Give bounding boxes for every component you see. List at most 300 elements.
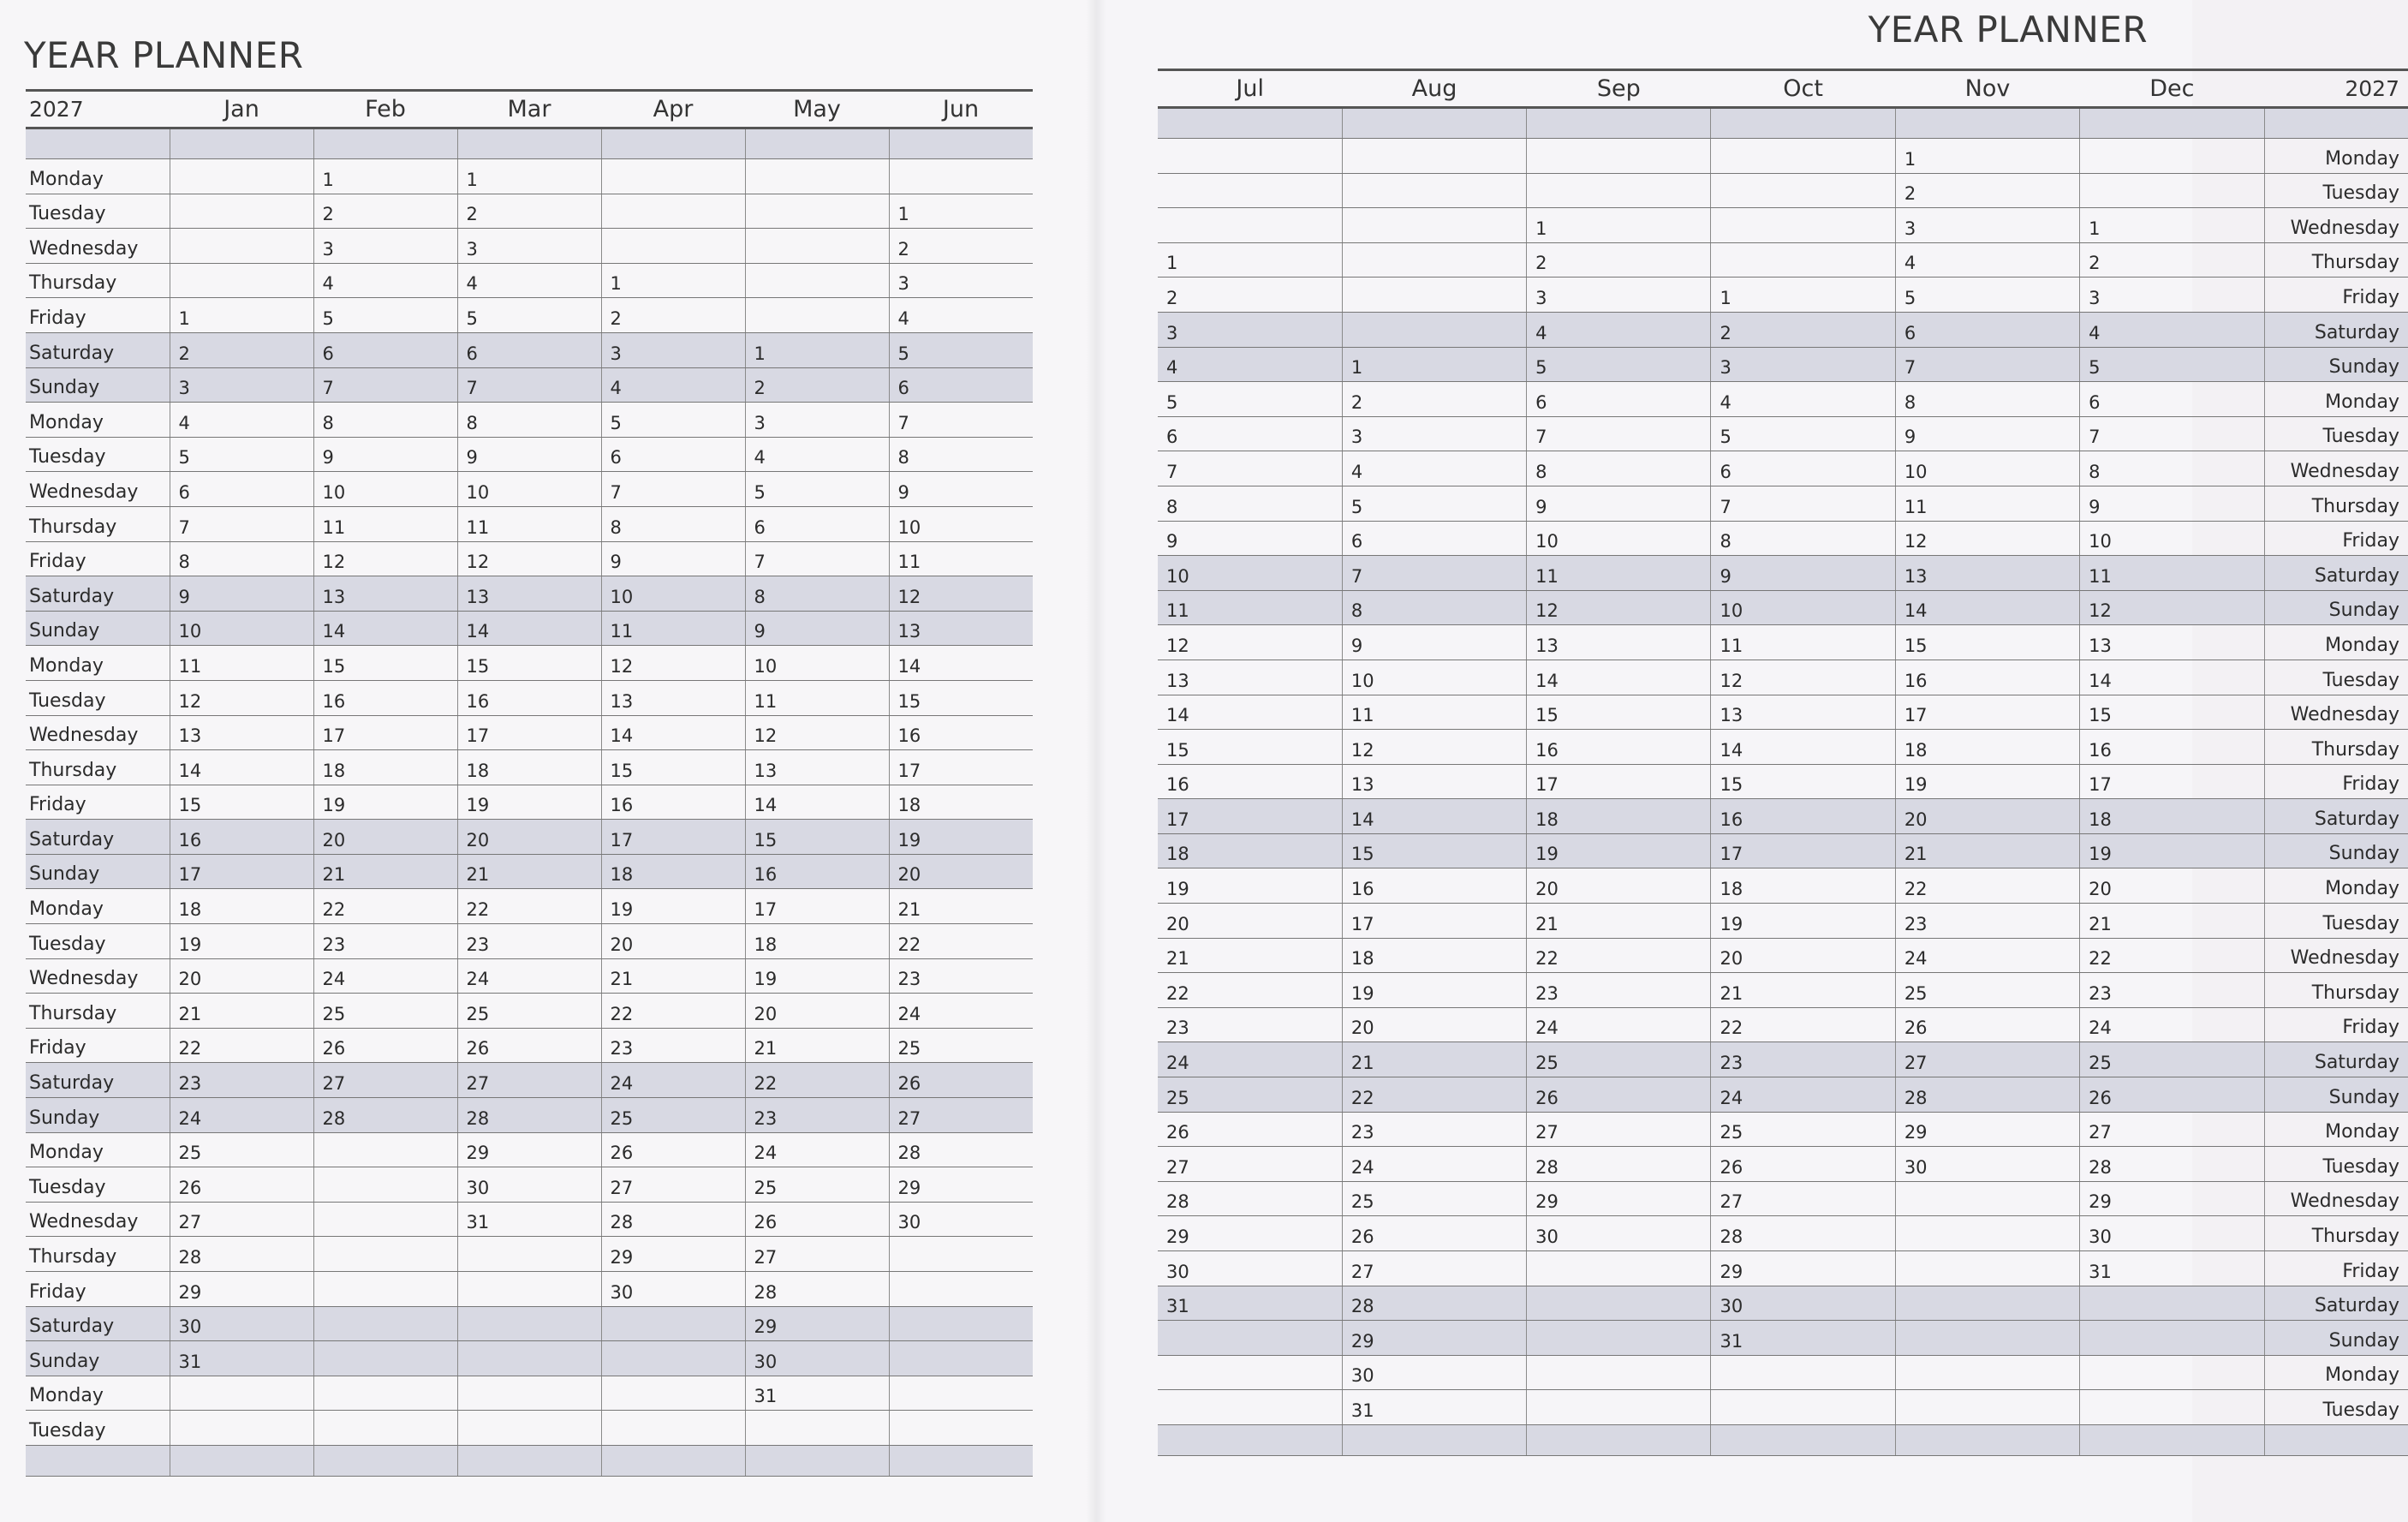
date-cell[interactable]: 15 xyxy=(601,750,745,785)
date-cell[interactable]: 28 xyxy=(1711,1216,1895,1251)
date-cell[interactable]: 7 xyxy=(1527,416,1711,451)
date-cell[interactable] xyxy=(457,1411,601,1446)
date-cell[interactable]: 9 xyxy=(313,437,457,472)
date-cell[interactable]: 2 xyxy=(1342,382,1526,417)
date-cell[interactable]: 19 xyxy=(170,924,313,959)
date-cell[interactable]: 20 xyxy=(889,854,1033,889)
date-cell[interactable]: 25 xyxy=(745,1167,889,1203)
date-cell[interactable]: 11 xyxy=(745,680,889,715)
date-cell[interactable]: 11 xyxy=(313,506,457,541)
date-cell[interactable] xyxy=(601,1376,745,1411)
date-cell[interactable]: 15 xyxy=(1711,764,1895,799)
date-cell[interactable]: 9 xyxy=(1711,556,1895,591)
date-cell[interactable]: 18 xyxy=(1527,799,1711,834)
date-cell[interactable]: 13 xyxy=(1342,764,1526,799)
date-cell[interactable] xyxy=(1527,1286,1711,1321)
date-cell[interactable]: 9 xyxy=(1527,486,1711,521)
date-cell[interactable]: 28 xyxy=(2080,1147,2264,1182)
date-cell[interactable]: 26 xyxy=(1342,1216,1526,1251)
date-cell[interactable]: 11 xyxy=(1711,625,1895,660)
date-cell[interactable]: 16 xyxy=(601,785,745,820)
date-cell[interactable]: 29 xyxy=(1895,1112,2079,1147)
date-cell[interactable]: 22 xyxy=(889,924,1033,959)
date-cell[interactable]: 7 xyxy=(2080,416,2264,451)
date-cell[interactable]: 14 xyxy=(1527,660,1711,695)
date-cell[interactable]: 6 xyxy=(1527,382,1711,417)
date-cell[interactable] xyxy=(1158,139,1342,174)
date-cell[interactable]: 11 xyxy=(889,541,1033,576)
date-cell[interactable]: 18 xyxy=(1895,730,2079,765)
date-cell[interactable] xyxy=(889,1341,1033,1376)
date-cell[interactable] xyxy=(1711,139,1895,174)
date-cell[interactable]: 27 xyxy=(1527,1112,1711,1147)
date-cell[interactable]: 20 xyxy=(601,924,745,959)
date-cell[interactable]: 16 xyxy=(170,820,313,855)
date-cell[interactable]: 26 xyxy=(1711,1147,1895,1182)
date-cell[interactable]: 8 xyxy=(313,403,457,438)
date-cell[interactable]: 1 xyxy=(745,332,889,367)
date-cell[interactable]: 7 xyxy=(1342,556,1526,591)
date-cell[interactable]: 14 xyxy=(2080,660,2264,695)
date-cell[interactable]: 1 xyxy=(2080,208,2264,243)
date-cell[interactable]: 8 xyxy=(2080,451,2264,486)
date-cell[interactable]: 27 xyxy=(1895,1042,2079,1077)
date-cell[interactable]: 24 xyxy=(457,958,601,994)
date-cell[interactable]: 15 xyxy=(1895,625,2079,660)
date-cell[interactable]: 7 xyxy=(601,472,745,507)
date-cell[interactable]: 3 xyxy=(1342,416,1526,451)
date-cell[interactable]: 31 xyxy=(457,1202,601,1237)
date-cell[interactable]: 16 xyxy=(1158,764,1342,799)
date-cell[interactable]: 30 xyxy=(889,1202,1033,1237)
date-cell[interactable]: 10 xyxy=(889,506,1033,541)
date-cell[interactable]: 4 xyxy=(457,263,601,298)
date-cell[interactable]: 20 xyxy=(1527,868,1711,904)
date-cell[interactable]: 10 xyxy=(1342,660,1526,695)
date-cell[interactable]: 6 xyxy=(1895,312,2079,347)
date-cell[interactable]: 24 xyxy=(2080,1007,2264,1042)
date-cell[interactable]: 6 xyxy=(2080,382,2264,417)
date-cell[interactable]: 11 xyxy=(1895,486,2079,521)
date-cell[interactable]: 29 xyxy=(1711,1251,1895,1286)
date-cell[interactable]: 3 xyxy=(170,367,313,403)
date-cell[interactable]: 19 xyxy=(1342,973,1526,1008)
date-cell[interactable]: 8 xyxy=(1342,590,1526,625)
date-cell[interactable]: 3 xyxy=(745,403,889,438)
date-cell[interactable]: 1 xyxy=(1527,208,1711,243)
date-cell[interactable]: 12 xyxy=(313,541,457,576)
date-cell[interactable]: 27 xyxy=(745,1237,889,1272)
date-cell[interactable] xyxy=(313,1411,457,1446)
date-cell[interactable]: 11 xyxy=(1527,556,1711,591)
date-cell[interactable]: 14 xyxy=(1895,590,2079,625)
date-cell[interactable]: 5 xyxy=(745,472,889,507)
date-cell[interactable]: 22 xyxy=(1895,868,2079,904)
date-cell[interactable]: 11 xyxy=(2080,556,2264,591)
date-cell[interactable]: 12 xyxy=(1158,625,1342,660)
date-cell[interactable]: 15 xyxy=(457,646,601,681)
date-cell[interactable]: 5 xyxy=(457,298,601,333)
date-cell[interactable] xyxy=(170,194,313,229)
date-cell[interactable]: 26 xyxy=(313,1028,457,1063)
date-cell[interactable] xyxy=(2080,1390,2264,1425)
date-cell[interactable]: 29 xyxy=(170,1272,313,1307)
date-cell[interactable] xyxy=(457,1341,601,1376)
date-cell[interactable]: 15 xyxy=(1527,695,1711,730)
date-cell[interactable]: 18 xyxy=(1158,833,1342,868)
date-cell[interactable] xyxy=(313,1272,457,1307)
date-cell[interactable]: 26 xyxy=(1158,1112,1342,1147)
date-cell[interactable]: 9 xyxy=(170,576,313,612)
date-cell[interactable]: 22 xyxy=(1158,973,1342,1008)
date-cell[interactable]: 21 xyxy=(889,889,1033,924)
date-cell[interactable]: 9 xyxy=(889,472,1033,507)
date-cell[interactable]: 23 xyxy=(457,924,601,959)
date-cell[interactable]: 30 xyxy=(170,1306,313,1341)
date-cell[interactable]: 7 xyxy=(1158,451,1342,486)
date-cell[interactable]: 28 xyxy=(457,1098,601,1133)
date-cell[interactable] xyxy=(313,1306,457,1341)
date-cell[interactable]: 13 xyxy=(313,576,457,612)
date-cell[interactable] xyxy=(1158,208,1342,243)
date-cell[interactable]: 23 xyxy=(170,1063,313,1098)
date-cell[interactable]: 28 xyxy=(745,1272,889,1307)
date-cell[interactable]: 14 xyxy=(745,785,889,820)
date-cell[interactable]: 9 xyxy=(2080,486,2264,521)
date-cell[interactable]: 16 xyxy=(457,680,601,715)
date-cell[interactable]: 16 xyxy=(313,680,457,715)
date-cell[interactable] xyxy=(889,1272,1033,1307)
date-cell[interactable]: 29 xyxy=(889,1167,1033,1203)
date-cell[interactable]: 23 xyxy=(1342,1112,1526,1147)
date-cell[interactable]: 29 xyxy=(1527,1181,1711,1216)
date-cell[interactable]: 17 xyxy=(457,715,601,750)
date-cell[interactable]: 18 xyxy=(313,750,457,785)
date-cell[interactable]: 5 xyxy=(1342,486,1526,521)
date-cell[interactable]: 7 xyxy=(1895,347,2079,382)
date-cell[interactable]: 18 xyxy=(601,854,745,889)
date-cell[interactable]: 7 xyxy=(457,367,601,403)
date-cell[interactable]: 19 xyxy=(1711,904,1895,939)
date-cell[interactable]: 13 xyxy=(1527,625,1711,660)
date-cell[interactable]: 2 xyxy=(745,367,889,403)
date-cell[interactable]: 15 xyxy=(1342,833,1526,868)
date-cell[interactable]: 4 xyxy=(745,437,889,472)
date-cell[interactable]: 14 xyxy=(457,611,601,646)
date-cell[interactable]: 3 xyxy=(601,332,745,367)
date-cell[interactable] xyxy=(601,159,745,194)
date-cell[interactable] xyxy=(601,194,745,229)
date-cell[interactable]: 27 xyxy=(889,1098,1033,1133)
date-cell[interactable]: 4 xyxy=(889,298,1033,333)
date-cell[interactable]: 23 xyxy=(1527,973,1711,1008)
date-cell[interactable]: 4 xyxy=(1711,382,1895,417)
date-cell[interactable]: 15 xyxy=(313,646,457,681)
date-cell[interactable]: 23 xyxy=(2080,973,2264,1008)
date-cell[interactable]: 23 xyxy=(601,1028,745,1063)
date-cell[interactable] xyxy=(1527,173,1711,208)
date-cell[interactable] xyxy=(170,263,313,298)
date-cell[interactable]: 8 xyxy=(170,541,313,576)
date-cell[interactable]: 14 xyxy=(1342,799,1526,834)
date-cell[interactable]: 18 xyxy=(170,889,313,924)
date-cell[interactable]: 7 xyxy=(313,367,457,403)
date-cell[interactable]: 4 xyxy=(1895,242,2079,278)
date-cell[interactable]: 31 xyxy=(2080,1251,2264,1286)
date-cell[interactable]: 24 xyxy=(1158,1042,1342,1077)
date-cell[interactable] xyxy=(745,263,889,298)
date-cell[interactable] xyxy=(1527,1321,1711,1356)
date-cell[interactable]: 27 xyxy=(457,1063,601,1098)
date-cell[interactable]: 1 xyxy=(601,263,745,298)
date-cell[interactable] xyxy=(601,229,745,264)
date-cell[interactable]: 26 xyxy=(1895,1007,2079,1042)
date-cell[interactable]: 28 xyxy=(1342,1286,1526,1321)
date-cell[interactable]: 20 xyxy=(1711,938,1895,973)
date-cell[interactable]: 22 xyxy=(1711,1007,1895,1042)
date-cell[interactable] xyxy=(1342,139,1526,174)
date-cell[interactable]: 17 xyxy=(1711,833,1895,868)
date-cell[interactable]: 24 xyxy=(889,994,1033,1029)
date-cell[interactable]: 23 xyxy=(1895,904,2079,939)
date-cell[interactable] xyxy=(745,1411,889,1446)
date-cell[interactable]: 20 xyxy=(170,958,313,994)
date-cell[interactable] xyxy=(1895,1321,2079,1356)
date-cell[interactable]: 12 xyxy=(1895,521,2079,556)
date-cell[interactable]: 18 xyxy=(457,750,601,785)
date-cell[interactable] xyxy=(313,1167,457,1203)
date-cell[interactable] xyxy=(1895,1286,2079,1321)
date-cell[interactable]: 9 xyxy=(1158,521,1342,556)
date-cell[interactable]: 14 xyxy=(1711,730,1895,765)
date-cell[interactable]: 8 xyxy=(1158,486,1342,521)
date-cell[interactable]: 17 xyxy=(170,854,313,889)
date-cell[interactable]: 13 xyxy=(745,750,889,785)
date-cell[interactable]: 21 xyxy=(2080,904,2264,939)
date-cell[interactable]: 22 xyxy=(745,1063,889,1098)
date-cell[interactable] xyxy=(1342,278,1526,313)
date-cell[interactable]: 13 xyxy=(1158,660,1342,695)
date-cell[interactable] xyxy=(2080,1286,2264,1321)
date-cell[interactable]: 3 xyxy=(1158,312,1342,347)
date-cell[interactable]: 11 xyxy=(457,506,601,541)
date-cell[interactable]: 17 xyxy=(745,889,889,924)
date-cell[interactable]: 26 xyxy=(1527,1077,1711,1113)
date-cell[interactable]: 21 xyxy=(745,1028,889,1063)
date-cell[interactable]: 8 xyxy=(745,576,889,612)
date-cell[interactable] xyxy=(745,298,889,333)
date-cell[interactable] xyxy=(1527,1390,1711,1425)
date-cell[interactable]: 10 xyxy=(1158,556,1342,591)
date-cell[interactable] xyxy=(1895,1355,2079,1390)
date-cell[interactable]: 7 xyxy=(1711,486,1895,521)
date-cell[interactable] xyxy=(1711,242,1895,278)
date-cell[interactable]: 19 xyxy=(745,958,889,994)
date-cell[interactable]: 7 xyxy=(745,541,889,576)
date-cell[interactable]: 1 xyxy=(1711,278,1895,313)
date-cell[interactable] xyxy=(1895,1181,2079,1216)
date-cell[interactable]: 24 xyxy=(1342,1147,1526,1182)
date-cell[interactable]: 10 xyxy=(745,646,889,681)
date-cell[interactable]: 25 xyxy=(1895,973,2079,1008)
date-cell[interactable]: 30 xyxy=(745,1341,889,1376)
date-cell[interactable] xyxy=(1527,1251,1711,1286)
date-cell[interactable]: 10 xyxy=(170,611,313,646)
date-cell[interactable]: 27 xyxy=(2080,1112,2264,1147)
date-cell[interactable]: 19 xyxy=(601,889,745,924)
date-cell[interactable]: 6 xyxy=(457,332,601,367)
date-cell[interactable]: 2 xyxy=(889,229,1033,264)
date-cell[interactable]: 12 xyxy=(170,680,313,715)
date-cell[interactable]: 26 xyxy=(2080,1077,2264,1113)
date-cell[interactable]: 26 xyxy=(457,1028,601,1063)
date-cell[interactable]: 10 xyxy=(457,472,601,507)
date-cell[interactable]: 8 xyxy=(1527,451,1711,486)
date-cell[interactable]: 13 xyxy=(457,576,601,612)
date-cell[interactable]: 28 xyxy=(1158,1181,1342,1216)
date-cell[interactable]: 20 xyxy=(745,994,889,1029)
date-cell[interactable]: 10 xyxy=(601,576,745,612)
date-cell[interactable]: 3 xyxy=(2080,278,2264,313)
date-cell[interactable]: 3 xyxy=(1527,278,1711,313)
date-cell[interactable]: 9 xyxy=(745,611,889,646)
date-cell[interactable]: 14 xyxy=(601,715,745,750)
date-cell[interactable]: 25 xyxy=(2080,1042,2264,1077)
date-cell[interactable]: 3 xyxy=(457,229,601,264)
date-cell[interactable]: 21 xyxy=(170,994,313,1029)
date-cell[interactable]: 1 xyxy=(170,298,313,333)
date-cell[interactable]: 19 xyxy=(457,785,601,820)
date-cell[interactable]: 21 xyxy=(1158,938,1342,973)
date-cell[interactable]: 31 xyxy=(1342,1390,1526,1425)
date-cell[interactable]: 13 xyxy=(601,680,745,715)
date-cell[interactable]: 6 xyxy=(1711,451,1895,486)
date-cell[interactable] xyxy=(313,1376,457,1411)
date-cell[interactable]: 15 xyxy=(745,820,889,855)
date-cell[interactable]: 5 xyxy=(2080,347,2264,382)
date-cell[interactable]: 16 xyxy=(1895,660,2079,695)
date-cell[interactable]: 16 xyxy=(1527,730,1711,765)
date-cell[interactable]: 25 xyxy=(170,1132,313,1167)
date-cell[interactable]: 18 xyxy=(1342,938,1526,973)
date-cell[interactable]: 26 xyxy=(601,1132,745,1167)
date-cell[interactable]: 23 xyxy=(313,924,457,959)
date-cell[interactable]: 12 xyxy=(745,715,889,750)
date-cell[interactable] xyxy=(2080,1355,2264,1390)
date-cell[interactable]: 1 xyxy=(889,194,1033,229)
date-cell[interactable] xyxy=(1158,173,1342,208)
date-cell[interactable] xyxy=(601,1306,745,1341)
date-cell[interactable]: 6 xyxy=(313,332,457,367)
date-cell[interactable]: 12 xyxy=(1342,730,1526,765)
date-cell[interactable]: 25 xyxy=(1158,1077,1342,1113)
date-cell[interactable]: 18 xyxy=(1711,868,1895,904)
date-cell[interactable] xyxy=(1895,1251,2079,1286)
date-cell[interactable]: 20 xyxy=(1342,1007,1526,1042)
date-cell[interactable]: 25 xyxy=(1527,1042,1711,1077)
date-cell[interactable]: 1 xyxy=(1158,242,1342,278)
date-cell[interactable]: 20 xyxy=(1895,799,2079,834)
date-cell[interactable]: 13 xyxy=(2080,625,2264,660)
date-cell[interactable]: 15 xyxy=(1158,730,1342,765)
date-cell[interactable]: 27 xyxy=(1158,1147,1342,1182)
date-cell[interactable]: 1 xyxy=(457,159,601,194)
date-cell[interactable]: 14 xyxy=(313,611,457,646)
date-cell[interactable]: 31 xyxy=(745,1376,889,1411)
date-cell[interactable]: 12 xyxy=(1527,590,1711,625)
date-cell[interactable] xyxy=(889,1306,1033,1341)
date-cell[interactable]: 4 xyxy=(1527,312,1711,347)
date-cell[interactable]: 8 xyxy=(457,403,601,438)
date-cell[interactable]: 3 xyxy=(889,263,1033,298)
date-cell[interactable]: 24 xyxy=(1711,1077,1895,1113)
date-cell[interactable] xyxy=(1527,139,1711,174)
date-cell[interactable] xyxy=(1342,312,1526,347)
date-cell[interactable]: 27 xyxy=(1342,1251,1526,1286)
date-cell[interactable]: 19 xyxy=(889,820,1033,855)
date-cell[interactable]: 25 xyxy=(1711,1112,1895,1147)
date-cell[interactable]: 14 xyxy=(1158,695,1342,730)
date-cell[interactable]: 20 xyxy=(1158,904,1342,939)
date-cell[interactable]: 4 xyxy=(170,403,313,438)
date-cell[interactable] xyxy=(889,1237,1033,1272)
date-cell[interactable] xyxy=(170,1376,313,1411)
date-cell[interactable]: 25 xyxy=(313,994,457,1029)
date-cell[interactable] xyxy=(457,1306,601,1341)
date-cell[interactable]: 30 xyxy=(601,1272,745,1307)
date-cell[interactable]: 14 xyxy=(170,750,313,785)
date-cell[interactable]: 2 xyxy=(457,194,601,229)
date-cell[interactable]: 10 xyxy=(313,472,457,507)
date-cell[interactable]: 21 xyxy=(1527,904,1711,939)
date-cell[interactable]: 29 xyxy=(745,1306,889,1341)
date-cell[interactable]: 2 xyxy=(601,298,745,333)
date-cell[interactable] xyxy=(1711,208,1895,243)
date-cell[interactable]: 30 xyxy=(457,1167,601,1203)
date-cell[interactable]: 1 xyxy=(1342,347,1526,382)
date-cell[interactable]: 12 xyxy=(601,646,745,681)
date-cell[interactable] xyxy=(2080,1321,2264,1356)
date-cell[interactable]: 7 xyxy=(889,403,1033,438)
date-cell[interactable]: 11 xyxy=(601,611,745,646)
date-cell[interactable] xyxy=(1895,1216,2079,1251)
date-cell[interactable]: 25 xyxy=(889,1028,1033,1063)
date-cell[interactable]: 22 xyxy=(313,889,457,924)
date-cell[interactable]: 6 xyxy=(170,472,313,507)
date-cell[interactable]: 8 xyxy=(889,437,1033,472)
date-cell[interactable]: 31 xyxy=(170,1341,313,1376)
date-cell[interactable]: 27 xyxy=(601,1167,745,1203)
date-cell[interactable]: 21 xyxy=(1342,1042,1526,1077)
date-cell[interactable] xyxy=(601,1411,745,1446)
date-cell[interactable] xyxy=(2080,173,2264,208)
date-cell[interactable]: 26 xyxy=(170,1167,313,1203)
date-cell[interactable] xyxy=(1527,1355,1711,1390)
date-cell[interactable] xyxy=(1711,1390,1895,1425)
date-cell[interactable]: 8 xyxy=(1895,382,2079,417)
date-cell[interactable]: 28 xyxy=(313,1098,457,1133)
date-cell[interactable]: 2 xyxy=(1711,312,1895,347)
date-cell[interactable] xyxy=(313,1132,457,1167)
date-cell[interactable]: 24 xyxy=(313,958,457,994)
date-cell[interactable]: 17 xyxy=(601,820,745,855)
date-cell[interactable]: 29 xyxy=(457,1132,601,1167)
date-cell[interactable]: 5 xyxy=(601,403,745,438)
date-cell[interactable]: 30 xyxy=(2080,1216,2264,1251)
date-cell[interactable]: 6 xyxy=(601,437,745,472)
date-cell[interactable] xyxy=(457,1237,601,1272)
date-cell[interactable]: 8 xyxy=(1711,521,1895,556)
